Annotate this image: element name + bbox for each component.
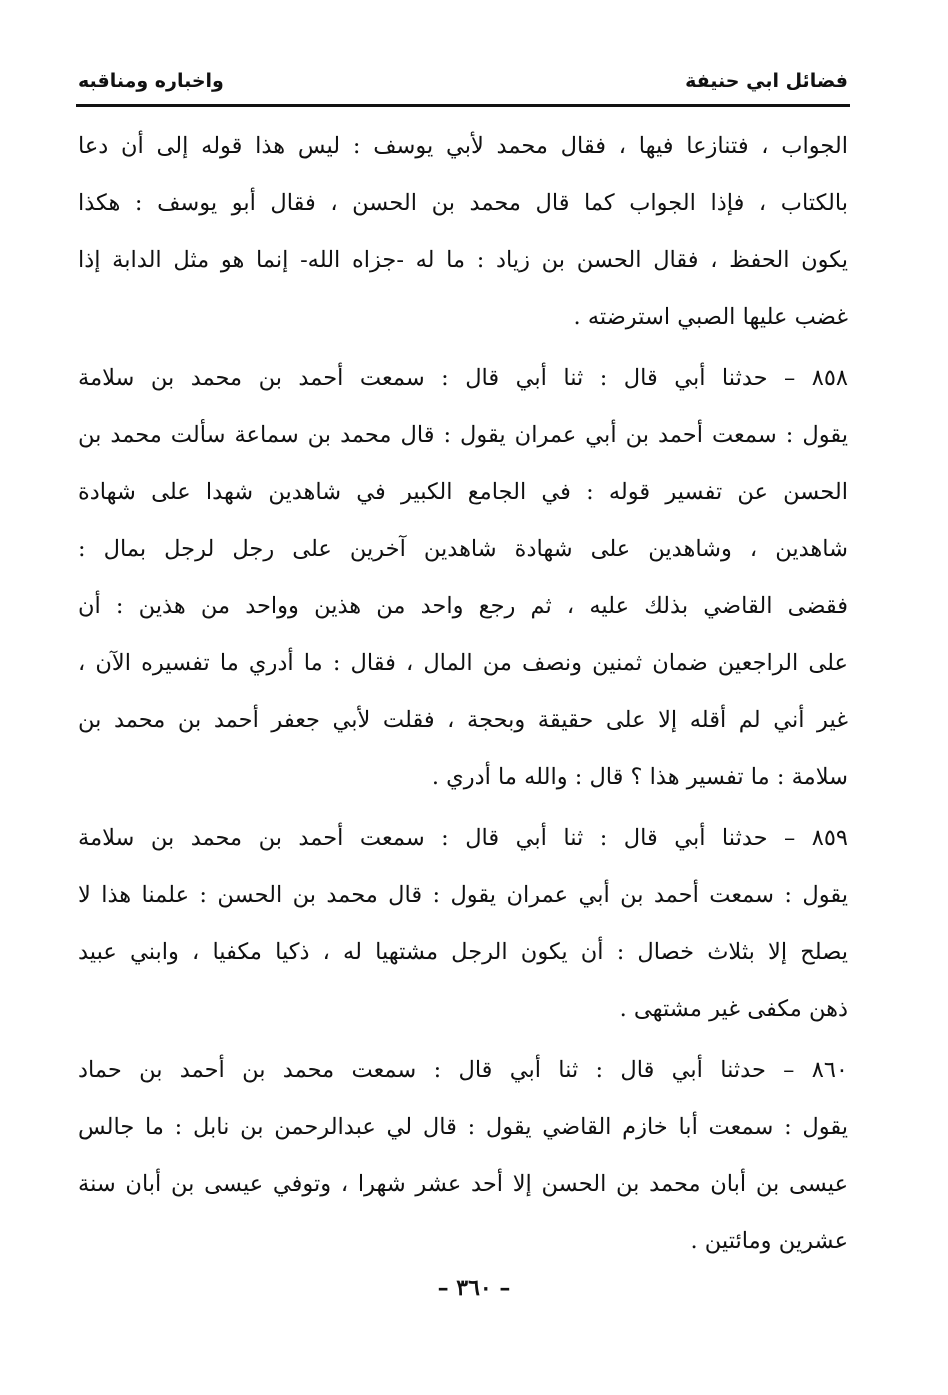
- text-line: يقول : سمعت أبا خازم القاضي يقول : قال لي عبدالرحمن بن نابل : ما جالس: [78, 1114, 848, 1140]
- text-line: الحسن عن تفسير قوله : في الجامع الكبير في شاهدين شهدا على شهادة: [78, 479, 848, 505]
- header-book-subtitle: واخباره ومناقبه: [78, 70, 224, 92]
- paragraph-859: [78, 810, 848, 1038]
- text-line: ٨٥٨ – حدثنا أبي قال : ثنا أبي قال : سمعت أحمد بن محمد بن سلامة: [78, 365, 848, 391]
- text-line: فقضى القاضي بذلك عليه ، ثم رجع واحد من هذين وواحد من هذين : أن: [78, 593, 848, 619]
- paragraph-860: [78, 1042, 848, 1270]
- body-text: [78, 118, 848, 1270]
- text-line: بالكتاب ، فإذا الجواب كما قال محمد بن الحسن ، فقال أبو يوسف : هكذا: [78, 190, 848, 216]
- text-line: يقول : سمعت أحمد بن أبي عمران يقول : قال محمد بن الحسن : علمنا هذا لا: [78, 882, 848, 908]
- header-book-title: فضائل ابي حنيفة: [685, 70, 848, 92]
- text-line: غير أني لم أقله إلا على حقيقة وبحجة ، فقلت لأبي جعفر أحمد بن محمد بن: [78, 707, 848, 733]
- header-rule: [76, 104, 850, 107]
- text-line: ٨٥٩ – حدثنا أبي قال : ثنا أبي قال : سمعت أحمد بن محمد بن سلامة: [78, 825, 848, 851]
- paragraph-continuation: [78, 118, 848, 346]
- text-line: سلامة : ما تفسير هذا ؟ قال : والله ما أدري .: [431, 764, 848, 790]
- text-line: عيسى بن أبان محمد بن الحسن إلا أحد عشر شهرا ، وتوفي عيسى بن أبان سنة: [78, 1171, 848, 1197]
- text-line: يقول : سمعت أحمد بن أبي عمران يقول : قال محمد بن سماعة سألت محمد بن: [78, 422, 848, 448]
- running-header: [78, 64, 848, 98]
- text-line: ذهن مكفى غير مشتهى .: [619, 996, 848, 1022]
- paragraph-858: [78, 350, 848, 806]
- text-line: ٨٦٠ – حدثنا أبي قال : ثنا أبي قال : سمعت محمد بن أحمد بن حماد: [78, 1057, 848, 1083]
- text-line: يصلح إلا بثلاث خصال : أن يكون الرجل مشتهيا له ، ذكيا مكفيا ، وابني عبيد: [78, 939, 848, 965]
- text-line: على الراجعين ضمان ثمنين ونصف من المال ، فقال : ما أدري ما تفسيره الآن ،: [78, 650, 848, 676]
- text-line: عشرين ومائتين .: [690, 1228, 848, 1254]
- text-line: الجواب ، فتنازعا فيها ، فقال محمد لأبي يوسف : ليس هذا قوله إلى أن دعا: [78, 133, 848, 159]
- page-number: – ٣٦٠ –: [437, 1275, 511, 1301]
- text-line: غضب عليها الصبي استرضته .: [573, 304, 848, 330]
- text-line: يكون الحفظ ، فقال الحسن بن زياد : ما له -جزاه الله- إنما هو مثل الدابة إذا: [78, 247, 848, 273]
- text-line: شاهدين ، وشاهدين على شهادة شاهدين آخرين على رجل لرجل بمال :: [78, 536, 848, 562]
